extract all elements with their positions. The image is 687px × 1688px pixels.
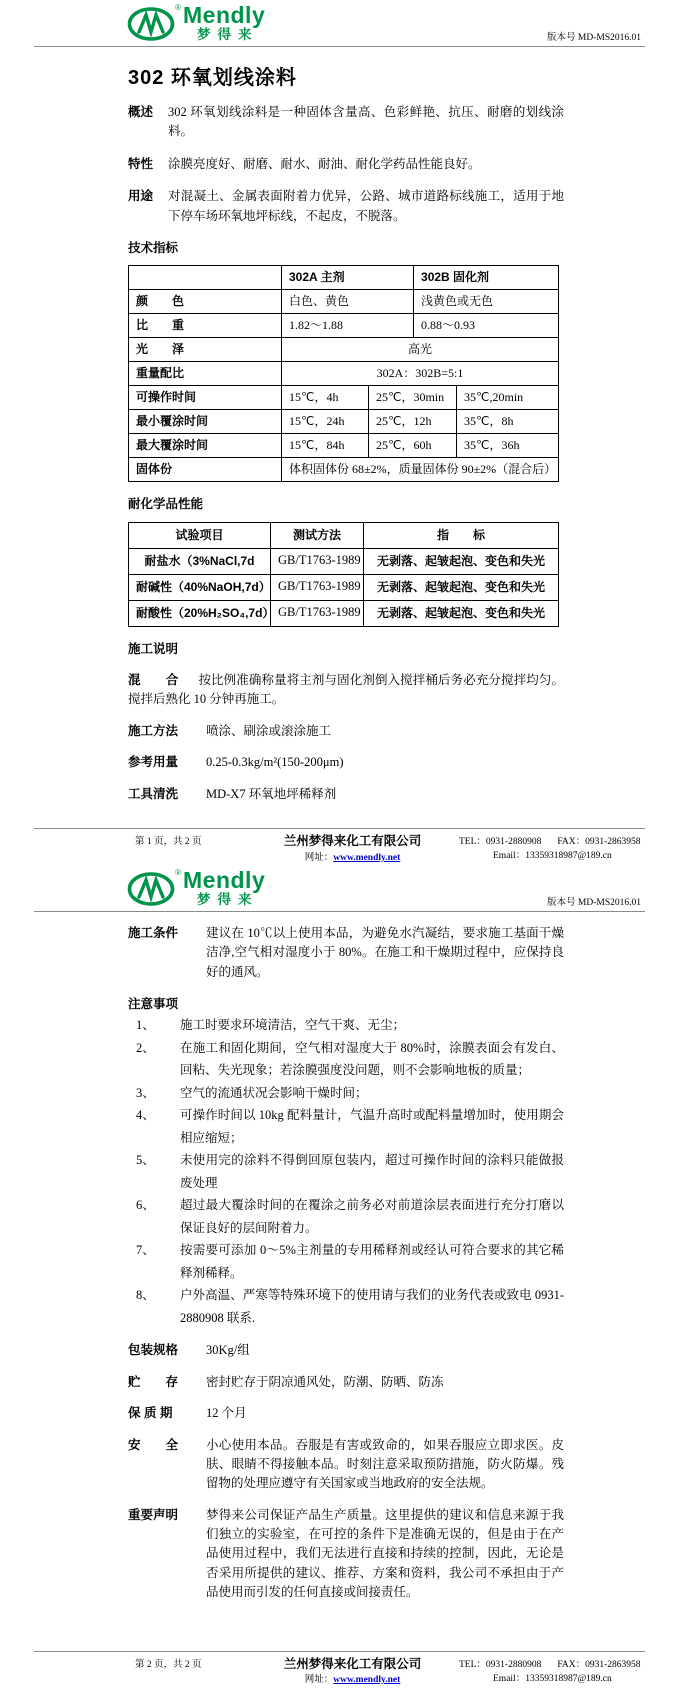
safety-row — [128, 1436, 564, 1494]
page-2 — [0, 865, 687, 1688]
page1-footer — [135, 832, 647, 865]
note-item: 1、 施工时要求环境清洁，空气干爽、无尘； — [136, 1018, 406, 1033]
note-item: 3、 空气的流通状况会影响干燥时间； — [136, 1085, 368, 1100]
footer-contact-block — [445, 1655, 647, 1688]
cleaning-row — [128, 785, 564, 804]
tel-fax-row — [459, 835, 647, 849]
page2-header — [0, 865, 687, 911]
brand-name-cn: 梦得来 — [197, 27, 259, 42]
brand-logo — [127, 866, 266, 907]
shelf-life-row — [128, 1404, 564, 1423]
fax-value: FAX：0931-2863958 — [557, 836, 641, 847]
tel-value: TEL：0931-2880908 — [459, 1659, 542, 1670]
note-item: 4、 可操作时间以 10kg 配料量计，气温升高时或配料量增加时，使用期会相应缩短； — [136, 1108, 564, 1145]
table-row: 最大覆涂时间 15℃，84h 25℃，60h 35℃，36h — [129, 434, 559, 458]
chem-resistance-table — [128, 522, 559, 627]
packing-text: 30Kg/组 — [206, 1343, 250, 1358]
features-row — [128, 155, 564, 174]
storage-label: 贮 存 — [128, 1374, 179, 1389]
note-item: 5、 未使用完的涂料不得倒回原包装内，超过可操作时间的涂料只能做报废处理 — [136, 1153, 564, 1190]
tel-fax-row — [459, 1658, 647, 1672]
conditions-text: 建议在 10℃以上使用本品，为避免水汽凝结，要求施工基面干燥洁净,空气相对湿度小于 80%。在施工和干燥期过程中，应保持良好的通风。 — [206, 925, 564, 979]
website-row — [260, 1673, 445, 1687]
dosage-label: 参考用量 — [128, 755, 179, 770]
header-rule — [34, 911, 645, 912]
website-label: 网址： — [304, 852, 334, 863]
shelf-life-label: 保 质 期 — [128, 1406, 173, 1421]
tech-spec-table — [128, 265, 559, 482]
footer-rule — [34, 828, 645, 829]
footer-rule — [34, 1651, 645, 1652]
table-row: 颜 色 白色、黄色 浅黄色或无色 — [129, 290, 559, 314]
conditions-row — [128, 924, 564, 982]
fax-value: FAX：0931-2863958 — [557, 1659, 641, 1670]
tech-col-a-header: 302A 主剂 — [282, 266, 414, 290]
table-row: 可操作时间 15℃，4h 25℃，30min 35℃,20min — [129, 386, 559, 410]
mixing-text: 按比例准确称量将主剂与固化剂倒入搅拌桶后务必充分搅拌均匀。搅拌后熟化 10 分钟再施工。 — [128, 673, 564, 707]
mixing-row — [128, 671, 564, 710]
table-row — [129, 266, 559, 290]
note-item: 6、 超过最大覆涂时间的在覆涂之前务必对前道涂层表面进行充分打磨以保证良好的层间附着力。 — [136, 1198, 564, 1235]
dosage-text: 0.25-0.3kg/m²(150-200μm) — [206, 755, 344, 770]
usage-text: 对混凝土、金属表面附着力优异，公路、城市道路标线施工，适用于地下停车场环氧地坪标线，不起皮，不脱落。 — [168, 189, 564, 223]
table-row: 最小覆涂时间 15℃，24h 25℃，12h 35℃，8h — [129, 410, 559, 434]
brand-name: Mendly — [183, 866, 266, 893]
conditions-label: 施工条件 — [128, 925, 179, 940]
note-item: 2、 在施工和固化期间，空气相对湿度大于 80%时，涂膜表面会有发白、回粘、失光现象；若涂膜强度没问题，则不会影响地板的质量； — [136, 1040, 564, 1078]
method-row — [128, 722, 564, 741]
table-row: 耐酸性（20%H₂SO₄,7d） GB/T1763-1989 无剥落、起皱起泡、变色和失光 — [129, 600, 559, 626]
brand-logo — [127, 4, 265, 42]
brand-name: Mendly — [183, 2, 266, 28]
storage-row — [128, 1373, 564, 1392]
overview-text: 302 环氧划线涂料是一种固体含量高、色彩鲜艳、抗压、耐磨的划线涂料。 — [168, 105, 564, 139]
usage-row — [128, 187, 564, 226]
table-header-row: 试验项目 测试方法 指 标 — [129, 522, 559, 548]
page-number: 第 2 页，共 2 页 — [135, 1659, 202, 1670]
packing-row — [128, 1341, 564, 1360]
page1-content — [128, 103, 564, 804]
footer-company-block — [260, 832, 445, 865]
storage-text: 密封贮存于阴凉通风处，防潮、防晒、防冻 — [206, 1374, 444, 1389]
table-row: 耐盐水（3%NaCl,7d GB/T1763-1989 无剥落、起皱起泡、变色和失光 — [129, 548, 559, 574]
overview-label: 概述 — [128, 105, 154, 119]
doc-title: 302 环氧划线涂料 — [128, 67, 297, 89]
footer-contact-block — [445, 832, 647, 865]
tech-col-b-header: 302B 固化剂 — [414, 266, 559, 290]
construction-title: 施工说明 — [128, 641, 179, 656]
page2-footer — [135, 1655, 647, 1688]
packing-label: 包装规格 — [128, 1343, 179, 1358]
page-number: 第 1 页，共 2 页 — [135, 836, 202, 847]
brand-name-cn: 梦得来 — [197, 891, 259, 907]
website-label: 网址： — [304, 1675, 334, 1686]
website-row — [260, 851, 445, 865]
note-item: 8、 户外高温、严寒等特殊环境下的使用请与我们的业务代表或致电 0931-2880908 联系. — [136, 1288, 564, 1325]
header-rule — [34, 46, 645, 47]
table-row: 耐碱性（40%NaOH,7d） GB/T1763-1989 无剥落、起皱起泡、变色和失光 — [129, 574, 559, 600]
registered-mark: ® — [175, 867, 181, 877]
table-row: 固体份 体积固体份 68±2%，质量固体份 90±2%（混合后） — [129, 458, 559, 482]
footer-company-block — [260, 1655, 445, 1688]
notes-title: 注意事项 — [128, 997, 179, 1011]
company-name: 兰州梦得来化工有限公司 — [283, 1656, 422, 1671]
table-row: 光 泽 高光 — [129, 338, 559, 362]
disclaimer-row — [128, 1506, 564, 1603]
features-label: 特性 — [128, 156, 154, 171]
company-name: 兰州梦得来化工有限公司 — [283, 833, 422, 848]
mixing-label: 混 合 — [128, 673, 179, 687]
website-link[interactable]: www.mendly.net — [333, 1675, 401, 1686]
registered-mark: ® — [175, 3, 181, 12]
usage-label: 用途 — [128, 189, 154, 204]
disclaimer-text: 梦得来公司保证产品生产质量。这里提供的建议和信息来源于我们独立的实验室，在可控的条件下是准确无误的，但是由于在产品使用过程中，我们无法进行直接和持续的控制，因此，无论是否采用所提供的建议、推荐、方案和资料，我公司不承担由于产品使用而引发的任何直接或间接责任。 — [206, 1507, 564, 1600]
email-value: Email：13359318987@189.cn — [493, 1673, 612, 1684]
brand-wordmark — [183, 4, 265, 42]
dosage-row — [128, 753, 564, 772]
mendly-logo-icon — [127, 869, 179, 907]
table-row: 重量配比 302A：302B=5:1 — [129, 362, 559, 386]
email-value: Email：13359318987@189.cn — [493, 851, 612, 862]
table-row: 比 重 1.82～1.88 0.88～0.93 — [129, 314, 559, 338]
safety-text: 小心使用本品。吞服是有害或致命的，如果吞服应立即求医。皮肤、眼睛不得接触本品。时刻注意采取预防措施，防火防爆。残留物的处理应遵守有关国家或当地政府的安全法规。 — [206, 1437, 564, 1491]
features-text: 涂膜亮度好、耐磨、耐水、耐油、耐化学药品性能良好。 — [168, 156, 481, 171]
tech-spec-title: 技术指标 — [128, 240, 179, 255]
cleaning-label: 工具清洗 — [128, 786, 179, 801]
cleaning-text: MD-X7 环氧地坪稀释剂 — [206, 786, 337, 801]
version-label: 版本号 MD-MS2016.01 — [547, 33, 641, 43]
method-text: 喷涂、刷涂或滚涂施工 — [206, 723, 332, 738]
website-link[interactable]: www.mendly.net — [333, 852, 401, 863]
page2-content — [128, 924, 564, 1603]
mendly-logo-icon — [127, 4, 179, 42]
version-label: 版本号 MD-MS2016.01 — [547, 897, 641, 908]
note-item: 7、 按需要可添加 0～5%主剂量的专用稀释剂或经认可符合要求的其它稀释剂稀释。 — [136, 1243, 564, 1280]
disclaimer-label: 重要声明 — [128, 1507, 179, 1522]
tel-value: TEL：0931-2880908 — [459, 836, 542, 847]
page1-header — [0, 0, 687, 46]
method-label: 施工方法 — [128, 723, 179, 738]
shelf-life-text: 12 个月 — [206, 1406, 247, 1421]
brand-wordmark — [183, 866, 266, 907]
overview-row — [128, 103, 564, 142]
safety-label: 安 全 — [128, 1437, 179, 1452]
chem-resistance-title: 耐化学品性能 — [128, 497, 204, 512]
